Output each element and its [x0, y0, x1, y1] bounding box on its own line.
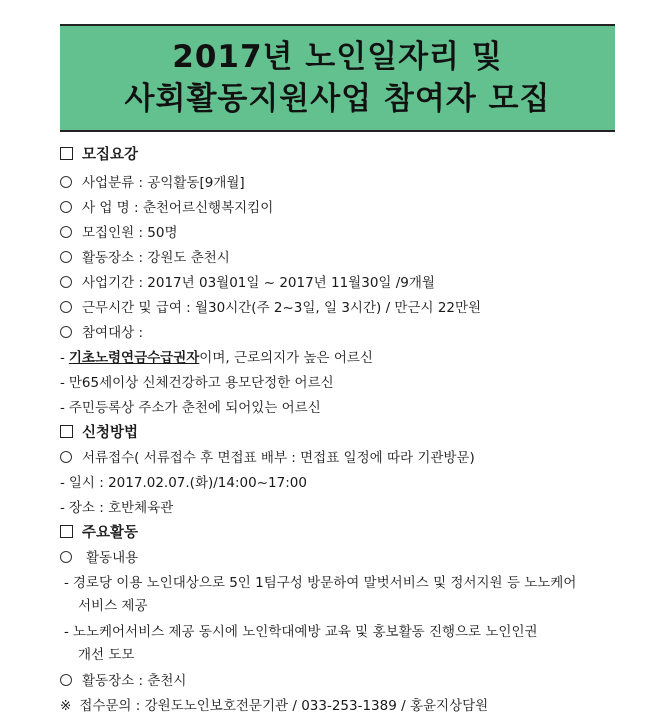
list-item [60, 449, 475, 467]
activity-place: 활동장소 : 춘천시 [82, 673, 187, 689]
recruit-period: 사업기간 : 2017년 03월01일 ~ 2017년 11월30일 /9개월 [82, 275, 435, 291]
dash-bullet: - [60, 475, 65, 491]
list-item [60, 324, 143, 342]
recruit-headcount: 모집인원 : 50명 [82, 225, 178, 241]
recruit-hours-pay: 근무시간 및 급여 : 월30시간(주 2~3일, 일 3시간) / 만근시 22만원 [82, 300, 482, 316]
heading-text: 주요활동 [82, 525, 139, 541]
list-item [60, 174, 245, 192]
list-item [60, 474, 307, 492]
target-item-1 [60, 349, 373, 367]
title-banner [60, 24, 615, 132]
list-item [60, 274, 435, 292]
target-item-3-text: 주민등록상 주소가 춘천에 되어있는 어르신 [68, 400, 321, 416]
activity-detail-2-cont-text: 개선 도모 [78, 647, 135, 663]
checkbox-square-icon [60, 425, 73, 438]
heading-text: 신청방법 [82, 425, 139, 441]
circle-bullet-icon [60, 176, 72, 188]
dash-bullet: - [60, 500, 65, 516]
dash-bullet: - [60, 350, 65, 366]
section-heading-apply [60, 424, 138, 442]
list-item [60, 249, 230, 267]
circle-bullet-icon [60, 276, 72, 288]
list-item [60, 199, 273, 217]
reference-mark-icon: ※ [60, 698, 72, 714]
target-item-1-text: 이며, 근로의지가 높은 어르신 [199, 350, 373, 366]
section-heading-recruit [60, 146, 138, 164]
recruit-location: 활동장소 : 강원도 춘천시 [82, 250, 230, 266]
activity-detail-1-cont-text: 서비스 제공 [78, 598, 148, 614]
title-line-2: 사회활동지원사업 참여자 모집 [124, 81, 551, 117]
recruit-project-name: 사 업 명 : 춘천어르신행복지킴이 [82, 200, 274, 216]
list-item [60, 499, 173, 517]
recruit-target-label: 참여대상 : [82, 325, 144, 341]
checkbox-square-icon [60, 147, 73, 160]
circle-bullet-icon [60, 674, 72, 686]
list-item [60, 672, 186, 690]
activity-detail-2-cont [64, 646, 134, 664]
heading-text: 모집요강 [82, 147, 139, 163]
dash-bullet: - [60, 375, 65, 391]
title-line-1: 2017년 노인일자리 및 [172, 39, 503, 75]
circle-bullet-icon [60, 326, 72, 338]
activity-detail-2-text: 노노케어서비스 제공 동시에 노인학대예방 교육 및 홍보활동 진행으로 노인인권 [72, 624, 538, 640]
target-item-2-text: 만65세이상 신체건강하고 용모단정한 어르신 [68, 375, 334, 391]
target-item-3 [60, 399, 321, 417]
dash-bullet: - [64, 624, 69, 640]
list-item [60, 549, 138, 567]
circle-bullet-icon [60, 226, 72, 238]
activity-content-label: 활동내용 [86, 550, 139, 566]
activity-detail-1-text: 경로당 이용 노인대상으로 5인 1팀구성 방문하여 말벗서비스 및 정서지원 등 노노케어 [72, 575, 577, 591]
circle-bullet-icon [60, 251, 72, 263]
activity-detail-2 [64, 623, 538, 641]
apply-documents: 서류접수( 서류접수 후 면접표 배부 : 면접표 일정에 따라 기관방문) [82, 450, 475, 466]
circle-bullet-icon [60, 451, 72, 463]
circle-bullet-icon [60, 551, 72, 563]
activity-detail-1-cont [64, 597, 148, 615]
circle-bullet-icon [60, 201, 72, 213]
activity-detail-1 [64, 574, 576, 592]
recruit-category: 사업분류 : 공익활동[9개월] [82, 175, 245, 191]
target-item-2 [60, 374, 334, 392]
section-heading-activities [60, 524, 138, 542]
target-emphasis: 기초노령연금수급권자 [68, 350, 200, 366]
apply-date: 일시 : 2017.02.07.(화)/14:00~17:00 [68, 475, 307, 491]
inquiry-text: 접수문의 : 강원도노인보호전문기관 / 033-253-1389 / 홍윤지상담원 [79, 698, 489, 714]
dash-bullet: - [60, 400, 65, 416]
inquiry-line [60, 697, 488, 715]
list-item [60, 299, 481, 317]
list-item [60, 224, 178, 242]
dash-bullet: - [64, 575, 69, 591]
checkbox-square-icon [60, 525, 73, 538]
apply-place: 장소 : 호반체육관 [68, 500, 174, 516]
circle-bullet-icon [60, 301, 72, 313]
